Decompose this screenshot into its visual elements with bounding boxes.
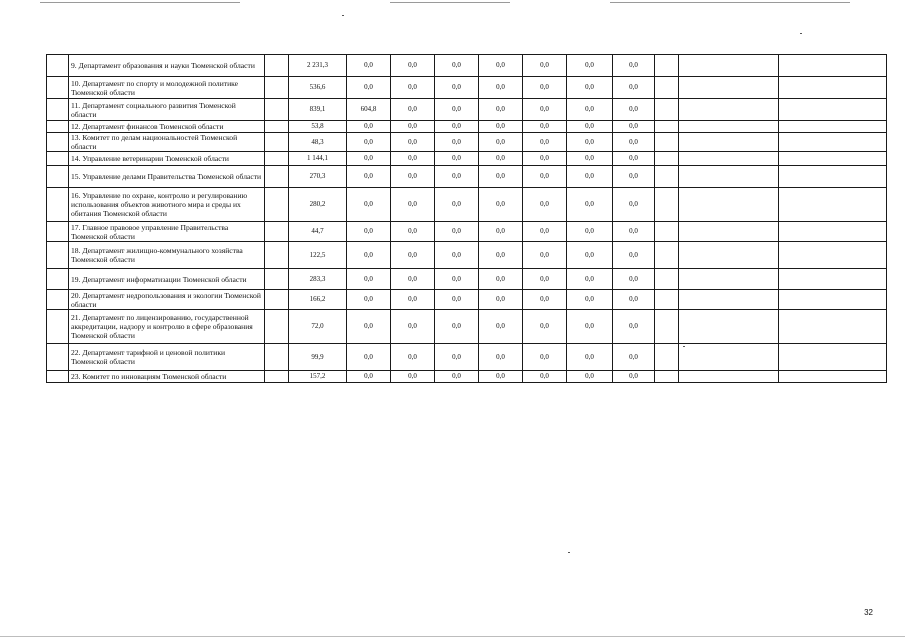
- row-value-cell: 0,0: [391, 77, 435, 99]
- row-value-cell: 0,0: [479, 269, 523, 290]
- row-value-cell: 0,0: [613, 344, 655, 371]
- row-value-cell: 0,0: [435, 344, 479, 371]
- row-name-cell: 18. Департамент жилищно-коммунального хозяйства Тюменской области: [69, 242, 265, 269]
- row-empty-cell: [779, 55, 887, 77]
- row-value-cell: 122,5: [289, 242, 347, 269]
- row-empty-cell: [679, 290, 779, 310]
- row-value-cell: 0,0: [479, 55, 523, 77]
- row-name-cell: 15. Управление делами Правительства Тюменской области: [69, 166, 265, 188]
- row-value-cell: 0,0: [613, 310, 655, 344]
- row-value-cell: 0,0: [347, 222, 391, 242]
- row-gap-cell: [265, 222, 289, 242]
- row-value-cell: 0,0: [567, 55, 613, 77]
- scan-speck: [342, 15, 344, 16]
- row-name-cell: 16. Управление по охране, контролю и регулированию использования объектов животного мира и среды их обитания Тюменской области: [69, 188, 265, 222]
- row-value-cell: 0,0: [347, 166, 391, 188]
- row-value-cell: 0,0: [391, 242, 435, 269]
- table-row: [47, 188, 887, 222]
- row-lead-cell: [47, 290, 69, 310]
- row-value-cell: 0,0: [523, 166, 567, 188]
- row-value-cell: 0,0: [347, 242, 391, 269]
- row-gap-cell: [265, 310, 289, 344]
- row-value-cell: 0,0: [479, 371, 523, 383]
- row-empty-cell: [679, 310, 779, 344]
- row-empty-cell: [779, 371, 887, 383]
- row-name-cell: 9. Департамент образования и науки Тюменской области: [69, 55, 265, 77]
- row-name-cell: 14. Управление ветеринарии Тюменской области: [69, 152, 265, 166]
- row-value-cell: 0,0: [391, 290, 435, 310]
- row-value-cell: 0,0: [347, 310, 391, 344]
- row-value-cell: 0,0: [391, 222, 435, 242]
- row-value-cell: 1 144,1: [289, 152, 347, 166]
- row-value-cell: 0,0: [479, 133, 523, 152]
- row-value-cell: 0,0: [567, 121, 613, 133]
- row-name-cell: 22. Департамент тарифной и ценовой политики Тюменской области: [69, 344, 265, 371]
- row-value-cell: 0,0: [435, 242, 479, 269]
- row-lead-cell: [47, 242, 69, 269]
- row-empty-cell: [655, 133, 679, 152]
- row-value-cell: 0,0: [347, 344, 391, 371]
- row-value-cell: 0,0: [523, 310, 567, 344]
- row-value-cell: 0,0: [347, 290, 391, 310]
- row-lead-cell: [47, 344, 69, 371]
- row-empty-cell: [655, 152, 679, 166]
- row-value-cell: 0,0: [479, 222, 523, 242]
- row-value-cell: 157,2: [289, 371, 347, 383]
- row-empty-cell: [655, 310, 679, 344]
- row-lead-cell: [47, 152, 69, 166]
- row-lead-cell: [47, 188, 69, 222]
- row-empty-cell: [679, 166, 779, 188]
- scan-speck: [568, 552, 570, 553]
- row-gap-cell: [265, 99, 289, 121]
- row-name-cell: 13. Комитет по делам национальностей Тюменской области: [69, 133, 265, 152]
- row-value-cell: 0,0: [391, 371, 435, 383]
- row-value-cell: 0,0: [347, 121, 391, 133]
- row-gap-cell: [265, 55, 289, 77]
- row-value-cell: 0,0: [435, 222, 479, 242]
- row-value-cell: 0,0: [391, 166, 435, 188]
- row-value-cell: 0,0: [435, 310, 479, 344]
- row-value-cell: 44,7: [289, 222, 347, 242]
- row-gap-cell: [265, 188, 289, 222]
- row-lead-cell: [47, 371, 69, 383]
- row-name-cell: 23. Комитет по инновациям Тюменской области: [69, 371, 265, 383]
- row-value-cell: 0,0: [435, 188, 479, 222]
- row-gap-cell: [265, 269, 289, 290]
- table-row: [47, 242, 887, 269]
- row-value-cell: 0,0: [523, 242, 567, 269]
- row-empty-cell: [779, 133, 887, 152]
- data-table: [46, 54, 887, 383]
- row-empty-cell: [655, 77, 679, 99]
- row-value-cell: 0,0: [435, 371, 479, 383]
- row-value-cell: 0,0: [567, 242, 613, 269]
- scan-edge-line: [0, 636, 905, 637]
- row-value-cell: 2 231,3: [289, 55, 347, 77]
- row-value-cell: 280,2: [289, 188, 347, 222]
- row-value-cell: 0,0: [347, 133, 391, 152]
- row-empty-cell: [655, 344, 679, 371]
- row-empty-cell: [779, 310, 887, 344]
- row-empty-cell: [679, 242, 779, 269]
- row-value-cell: 0,0: [435, 269, 479, 290]
- row-gap-cell: [265, 344, 289, 371]
- row-value-cell: 0,0: [435, 166, 479, 188]
- scan-speck: [800, 33, 802, 34]
- row-value-cell: 0,0: [613, 269, 655, 290]
- row-empty-cell: [679, 77, 779, 99]
- row-empty-cell: [655, 188, 679, 222]
- row-empty-cell: [779, 188, 887, 222]
- row-empty-cell: [679, 121, 779, 133]
- row-value-cell: 0,0: [523, 188, 567, 222]
- row-value-cell: 0,0: [479, 166, 523, 188]
- row-value-cell: 0,0: [347, 55, 391, 77]
- row-value-cell: 0,0: [523, 290, 567, 310]
- row-empty-cell: [655, 242, 679, 269]
- row-name-cell: 11. Департамент социального развития Тюменской области: [69, 99, 265, 121]
- row-empty-cell: [655, 290, 679, 310]
- row-gap-cell: [265, 290, 289, 310]
- row-value-cell: 72,0: [289, 310, 347, 344]
- row-empty-cell: [679, 371, 779, 383]
- row-value-cell: 0,0: [523, 222, 567, 242]
- row-value-cell: 0,0: [435, 152, 479, 166]
- row-empty-cell: [679, 269, 779, 290]
- row-empty-cell: [779, 290, 887, 310]
- row-value-cell: 0,0: [567, 77, 613, 99]
- row-value-cell: 53,8: [289, 121, 347, 133]
- row-value-cell: 0,0: [567, 269, 613, 290]
- row-value-cell: 0,0: [479, 99, 523, 121]
- row-gap-cell: [265, 121, 289, 133]
- row-gap-cell: [265, 133, 289, 152]
- row-lead-cell: [47, 77, 69, 99]
- row-gap-cell: [265, 152, 289, 166]
- row-value-cell: 0,0: [391, 344, 435, 371]
- row-empty-cell: [655, 371, 679, 383]
- row-value-cell: 0,0: [435, 77, 479, 99]
- table-row: [47, 344, 887, 371]
- row-gap-cell: [265, 166, 289, 188]
- row-value-cell: 839,1: [289, 99, 347, 121]
- scan-edge-line: [40, 2, 240, 3]
- row-value-cell: 0,0: [613, 152, 655, 166]
- table-row: [47, 371, 887, 383]
- table-row: [47, 310, 887, 344]
- row-empty-cell: [779, 77, 887, 99]
- row-value-cell: 0,0: [391, 269, 435, 290]
- row-value-cell: 0,0: [613, 222, 655, 242]
- row-empty-cell: [679, 55, 779, 77]
- row-name-cell: 19. Департамент информатизации Тюменской области: [69, 269, 265, 290]
- row-value-cell: 0,0: [613, 188, 655, 222]
- row-value-cell: 0,0: [567, 152, 613, 166]
- row-value-cell: 0,0: [435, 290, 479, 310]
- row-empty-cell: [655, 99, 679, 121]
- row-value-cell: 0,0: [613, 290, 655, 310]
- row-value-cell: 0,0: [391, 55, 435, 77]
- row-lead-cell: [47, 166, 69, 188]
- row-value-cell: 0,0: [613, 242, 655, 269]
- row-value-cell: 0,0: [523, 371, 567, 383]
- table-row: [47, 77, 887, 99]
- row-lead-cell: [47, 133, 69, 152]
- row-value-cell: 0,0: [523, 77, 567, 99]
- row-value-cell: 0,0: [479, 290, 523, 310]
- row-value-cell: 0,0: [567, 166, 613, 188]
- row-value-cell: 0,0: [435, 55, 479, 77]
- row-value-cell: 0,0: [613, 133, 655, 152]
- row-value-cell: 0,0: [523, 121, 567, 133]
- row-empty-cell: [655, 166, 679, 188]
- row-lead-cell: [47, 55, 69, 77]
- row-value-cell: 0,0: [347, 269, 391, 290]
- row-lead-cell: [47, 99, 69, 121]
- row-empty-cell: [779, 242, 887, 269]
- row-value-cell: 99,9: [289, 344, 347, 371]
- row-value-cell: 0,0: [567, 290, 613, 310]
- row-empty-cell: [779, 152, 887, 166]
- table-row: [47, 222, 887, 242]
- row-value-cell: 0,0: [567, 222, 613, 242]
- row-value-cell: 0,0: [347, 188, 391, 222]
- row-value-cell: 0,0: [479, 310, 523, 344]
- table-row: [47, 290, 887, 310]
- row-name-cell: 12. Департамент финансов Тюменской области: [69, 121, 265, 133]
- row-value-cell: 604,8: [347, 99, 391, 121]
- row-value-cell: 0,0: [567, 371, 613, 383]
- row-empty-cell: [679, 99, 779, 121]
- row-empty-cell: [679, 133, 779, 152]
- row-empty-cell: [779, 166, 887, 188]
- table-row: [47, 55, 887, 77]
- table-body: [47, 55, 887, 383]
- table-row: [47, 166, 887, 188]
- row-value-cell: 0,0: [613, 121, 655, 133]
- row-gap-cell: [265, 242, 289, 269]
- row-empty-cell: [655, 269, 679, 290]
- row-value-cell: 0,0: [523, 344, 567, 371]
- row-empty-cell: [655, 222, 679, 242]
- row-empty-cell: [779, 269, 887, 290]
- table-row: [47, 99, 887, 121]
- row-value-cell: 0,0: [347, 371, 391, 383]
- row-value-cell: 0,0: [391, 152, 435, 166]
- scan-edge-line: [390, 2, 510, 3]
- row-value-cell: 536,6: [289, 77, 347, 99]
- row-empty-cell: [779, 222, 887, 242]
- row-name-cell: 10. Департамент по спорту и молодежной политике Тюменской области: [69, 77, 265, 99]
- row-value-cell: 0,0: [479, 188, 523, 222]
- row-value-cell: 0,0: [613, 371, 655, 383]
- row-name-cell: 17. Главное правовое управление Правительства Тюменской области: [69, 222, 265, 242]
- row-value-cell: 0,0: [347, 77, 391, 99]
- row-empty-cell: [679, 222, 779, 242]
- row-empty-cell: [655, 121, 679, 133]
- row-value-cell: 0,0: [391, 121, 435, 133]
- row-value-cell: 0,0: [567, 99, 613, 121]
- row-value-cell: 0,0: [479, 77, 523, 99]
- table-row: [47, 269, 887, 290]
- row-gap-cell: [265, 77, 289, 99]
- row-value-cell: 0,0: [567, 133, 613, 152]
- row-empty-cell: [779, 344, 887, 371]
- row-lead-cell: [47, 222, 69, 242]
- row-value-cell: 0,0: [523, 269, 567, 290]
- row-empty-cell: [679, 152, 779, 166]
- row-value-cell: 0,0: [347, 152, 391, 166]
- row-value-cell: 270,3: [289, 166, 347, 188]
- row-value-cell: 0,0: [613, 55, 655, 77]
- row-empty-cell: [655, 55, 679, 77]
- scan-edge-line: [610, 2, 850, 3]
- row-value-cell: 0,0: [567, 344, 613, 371]
- table-row: [47, 133, 887, 152]
- row-lead-cell: [47, 121, 69, 133]
- row-lead-cell: [47, 269, 69, 290]
- row-empty-cell: [779, 99, 887, 121]
- page-number: 32: [864, 608, 873, 617]
- row-value-cell: 0,0: [567, 188, 613, 222]
- row-name-cell: 21. Департамент по лицензированию, государственной аккредитации, надзору и контролю в сфере образования Тюменской области: [69, 310, 265, 344]
- row-value-cell: 0,0: [391, 133, 435, 152]
- row-empty-cell: [679, 344, 779, 371]
- row-gap-cell: [265, 371, 289, 383]
- table-row: [47, 121, 887, 133]
- table-row: [47, 152, 887, 166]
- row-value-cell: 166,2: [289, 290, 347, 310]
- row-value-cell: 0,0: [435, 99, 479, 121]
- row-value-cell: 0,0: [435, 133, 479, 152]
- row-value-cell: 0,0: [479, 242, 523, 269]
- row-value-cell: 48,3: [289, 133, 347, 152]
- row-value-cell: 0,0: [435, 121, 479, 133]
- row-value-cell: 0,0: [391, 188, 435, 222]
- row-value-cell: 0,0: [391, 310, 435, 344]
- row-value-cell: 0,0: [567, 310, 613, 344]
- row-value-cell: 0,0: [391, 99, 435, 121]
- row-name-cell: 20. Департамент недропользования и экологии Тюменской области: [69, 290, 265, 310]
- row-value-cell: 283,3: [289, 269, 347, 290]
- row-value-cell: 0,0: [523, 55, 567, 77]
- row-value-cell: 0,0: [613, 166, 655, 188]
- row-value-cell: 0,0: [523, 133, 567, 152]
- row-empty-cell: [779, 121, 887, 133]
- row-empty-cell: [679, 188, 779, 222]
- row-value-cell: 0,0: [479, 121, 523, 133]
- row-value-cell: 0,0: [523, 99, 567, 121]
- row-value-cell: 0,0: [613, 99, 655, 121]
- row-value-cell: 0,0: [479, 344, 523, 371]
- row-value-cell: 0,0: [613, 77, 655, 99]
- row-lead-cell: [47, 310, 69, 344]
- row-value-cell: 0,0: [523, 152, 567, 166]
- row-value-cell: 0,0: [479, 152, 523, 166]
